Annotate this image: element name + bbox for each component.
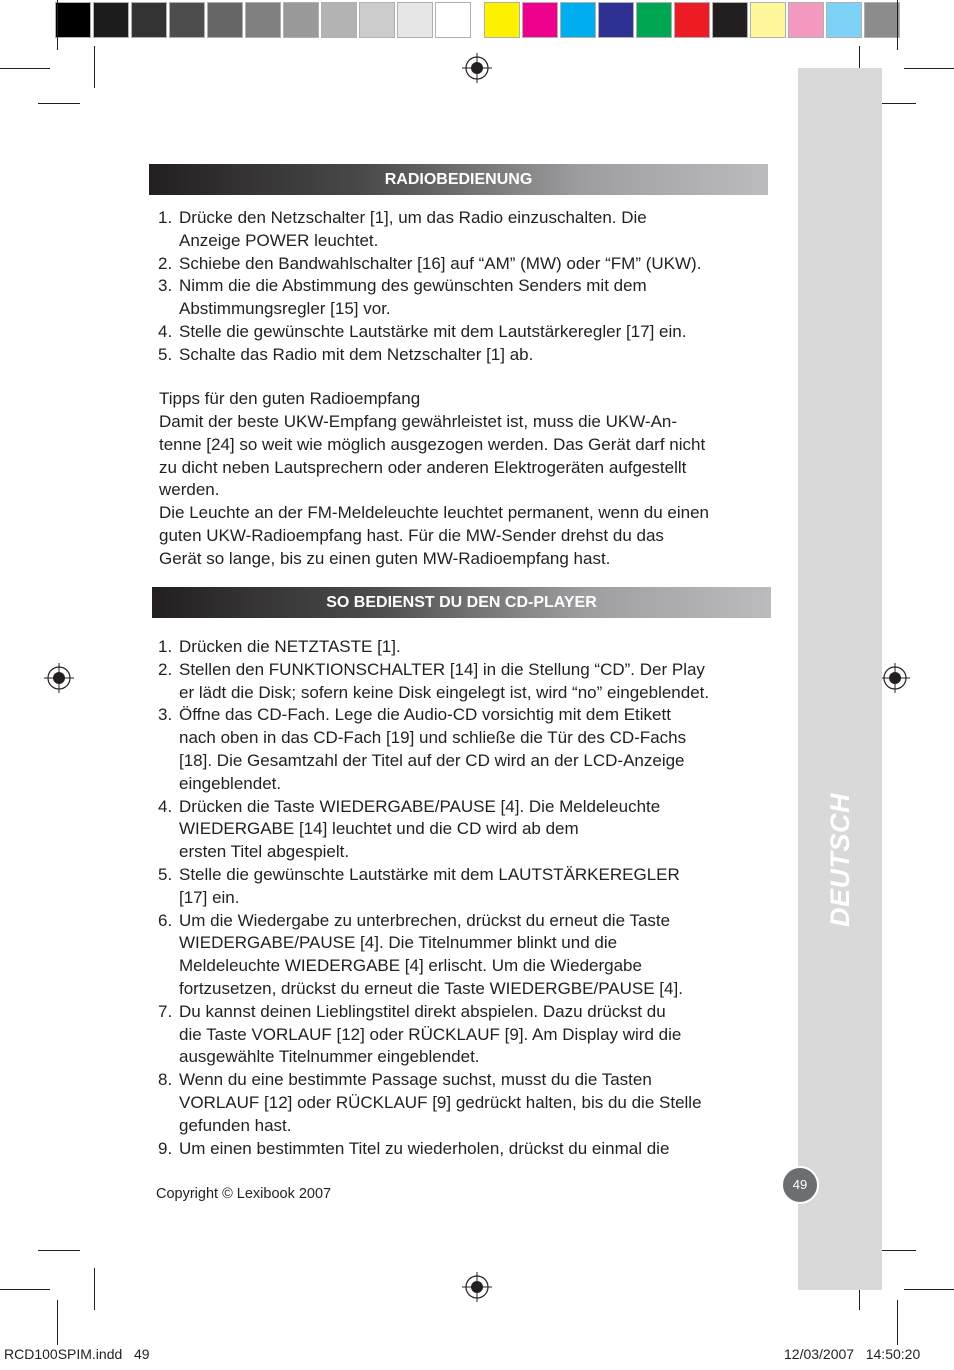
step-text-line: ausgewählte Titelnummer eingeblendet. xyxy=(179,1047,480,1067)
file-slug: RCD100SPIM.indd 49 xyxy=(4,1346,150,1362)
step-text-line: gefunden hast. xyxy=(179,1115,292,1135)
tips-line: Gerät so lange, bis zu einen guten MW-Radioempfang hast. xyxy=(159,548,611,568)
step-text-line: nach oben in das CD-Fach [19] und schließe die Tür des CD-Fachs xyxy=(179,728,687,748)
step-number: 1. xyxy=(158,208,173,227)
step-number: 5. xyxy=(158,344,173,364)
color-swatch xyxy=(397,2,433,38)
color-swatch xyxy=(321,2,357,38)
color-swatch xyxy=(750,2,786,38)
list-item xyxy=(158,796,778,864)
tips-title: Tipps für den guten Radioempfang xyxy=(159,389,421,408)
crop-mark xyxy=(94,46,95,88)
color-swatch xyxy=(636,2,672,38)
step-number: 2. xyxy=(158,659,173,679)
grayscale-bar xyxy=(55,2,473,38)
step-number: 1. xyxy=(158,637,173,656)
color-swatch xyxy=(712,2,748,38)
list-item xyxy=(158,1138,778,1161)
list-item xyxy=(158,275,778,321)
list-item xyxy=(158,636,778,659)
step-text-line: die Taste VORLAUF [12] oder RÜCKLAUF [9]. Am Display wird die xyxy=(179,1024,682,1044)
color-swatch xyxy=(522,2,558,38)
tips-line: werden. xyxy=(159,480,220,500)
tips-line: Damit der beste UKW-Empfang gewährleistet ist, muss die UKW-An- xyxy=(159,412,678,431)
step-number: 4. xyxy=(158,321,173,341)
color-swatch xyxy=(864,2,900,38)
list-item xyxy=(158,910,778,1001)
list-item xyxy=(158,344,778,367)
registration-mark-icon xyxy=(462,53,492,83)
page-number-badge: 49 xyxy=(781,1166,819,1204)
language-side-tab xyxy=(798,68,882,1290)
list-item xyxy=(158,253,778,276)
crop-mark xyxy=(57,0,58,50)
color-swatch xyxy=(283,2,319,38)
step-text-line: er lädt die Disk; sofern keine Disk eingelegt ist, wird “no” eingeblendet. xyxy=(179,682,710,702)
step-text-line: Drücken die NETZTASTE [1]. xyxy=(179,637,401,656)
section-heading-cd-player: SO BEDIENST DU DEN CD-PLAYER xyxy=(152,587,771,618)
step-text-line: ersten Titel abgespielt. xyxy=(179,842,350,862)
list-item xyxy=(158,207,778,253)
crop-mark xyxy=(904,1289,954,1290)
step-text-line: Nimm die die Abstimmung des gewünschten Senders mit dem xyxy=(179,276,647,296)
step-text-line: Wenn du eine bestimmte Passage suchst, musst du die Tasten xyxy=(179,1070,652,1090)
color-swatch xyxy=(435,2,471,38)
step-text-line: Stelle die gewünschte Lautstärke mit dem LAUTSTÄRKEREGLER xyxy=(179,864,680,884)
tips-paragraph xyxy=(159,411,774,571)
color-swatch xyxy=(131,2,167,38)
step-text-line: Um einen bestimmten Titel zu wiederholen, drückst du einmal die xyxy=(179,1138,670,1158)
color-swatch xyxy=(359,2,395,38)
crop-mark xyxy=(38,1250,80,1251)
step-number: 3. xyxy=(158,705,173,725)
step-text-line: Stelle die gewünschte Lautstärke mit dem Lautstärkeregler [17] ein. xyxy=(179,321,687,341)
step-text-line: Anzeige POWER leuchtet. xyxy=(179,230,379,250)
list-item xyxy=(158,321,778,344)
registration-mark-icon xyxy=(880,663,910,693)
color-swatch xyxy=(484,2,520,38)
color-swatch xyxy=(826,2,862,38)
step-number: 6. xyxy=(158,910,173,930)
cd-steps-list xyxy=(158,636,778,1160)
step-number: 9. xyxy=(158,1138,173,1158)
color-swatch xyxy=(788,2,824,38)
crop-mark xyxy=(904,68,954,69)
list-item xyxy=(158,864,778,910)
step-text-line: WIEDERGABE [14] leuchtet und die CD wird ab dem xyxy=(179,819,579,839)
color-swatch xyxy=(674,2,710,38)
copyright-text: Copyright © Lexibook 2007 xyxy=(156,1186,332,1202)
step-text-line: [18]. Die Gesamtzahl der Titel auf der CD wird an der LCD-Anzeige xyxy=(179,750,685,770)
step-text-line: Schalte das Radio mit dem Netzschalter [1] ab. xyxy=(179,344,534,364)
crop-mark xyxy=(0,68,50,69)
crop-mark xyxy=(57,1300,58,1345)
crop-mark xyxy=(897,1300,898,1345)
color-swatch xyxy=(207,2,243,38)
date-slug: 12/03/2007 14:50:20 xyxy=(784,1346,921,1362)
crop-mark xyxy=(94,1268,95,1310)
step-number: 8. xyxy=(158,1070,173,1090)
tips-line: Die Leuchte an der FM-Meldeleuchte leuchtet permanent, wenn du einen xyxy=(159,503,710,523)
list-item xyxy=(158,659,778,705)
step-text-line: eingeblendet. xyxy=(179,773,282,793)
step-number: 2. xyxy=(158,253,173,273)
tips-line: guten UKW-Radioempfang hast. Für die MW-Sender drehst du das xyxy=(159,525,664,545)
step-number: 4. xyxy=(158,796,173,816)
color-swatch xyxy=(560,2,596,38)
section-heading-radio: RADIOBEDIENUNG xyxy=(149,164,768,195)
step-text-line: Meldeleuchte WIEDERGABE [4] erlischt. Um die Wiedergabe xyxy=(179,956,642,976)
step-text-line: Drücke den Netzschalter [1], um das Radio einzuschalten. Die xyxy=(179,208,647,227)
step-text-line: WIEDERGABE/PAUSE [4]. Die Titelnummer blinkt und die xyxy=(179,933,618,953)
step-number: 7. xyxy=(158,1001,173,1021)
step-text-line: fortzusetzen, drückst du erneut die Taste WIEDERGBE/PAUSE [4]. xyxy=(179,978,683,998)
color-bar xyxy=(484,2,902,38)
step-text-line: Um die Wiedergabe zu unterbrechen, drückst du erneut die Taste xyxy=(179,910,671,930)
step-text-line: Stellen den FUNKTIONSCHALTER [14] in die Stellung “CD”. Der Play xyxy=(179,659,705,679)
color-swatch xyxy=(598,2,634,38)
step-number: 3. xyxy=(158,276,173,296)
tips-line: tenne [24] so weit wie möglich ausgezogen werden. Das Gerät darf nicht xyxy=(159,434,706,454)
list-item xyxy=(158,1001,778,1069)
list-item xyxy=(158,1069,778,1137)
registration-mark-icon xyxy=(44,663,74,693)
language-label: DEUTSCH xyxy=(825,792,855,927)
step-text-line: Schiebe den Bandwahlschalter [16] auf “AM” (MW) oder “FM” (UKW). xyxy=(179,253,702,273)
color-swatch xyxy=(169,2,205,38)
crop-mark xyxy=(0,1289,50,1290)
color-swatch xyxy=(93,2,129,38)
step-text-line: Du kannst deinen Lieblingstitel direkt abspielen. Dazu drückst du xyxy=(179,1001,666,1021)
crop-mark xyxy=(38,103,80,104)
step-number: 5. xyxy=(158,864,173,884)
crop-mark xyxy=(897,0,898,50)
tips-line: zu dicht neben Lautsprechern oder anderen Elektrogeräten aufgestellt xyxy=(159,457,687,477)
step-text-line: [17] ein. xyxy=(179,887,240,907)
step-text-line: VORLAUF [12] oder RÜCKLAUF [9] gedrückt halten, bis du die Stelle xyxy=(179,1092,702,1112)
step-text-line: Abstimmungsregler [15] vor. xyxy=(179,299,391,319)
registration-mark-icon xyxy=(462,1272,492,1302)
radio-steps-list xyxy=(158,207,778,367)
step-text-line: Drücken die Taste WIEDERGABE/PAUSE [4]. Die Meldeleuchte xyxy=(179,796,661,816)
color-swatch xyxy=(245,2,281,38)
color-swatch xyxy=(55,2,91,38)
list-item xyxy=(158,704,778,795)
step-text-line: Öffne das CD-Fach. Lege die Audio-CD vorsichtig mit dem Etikett xyxy=(179,705,671,725)
